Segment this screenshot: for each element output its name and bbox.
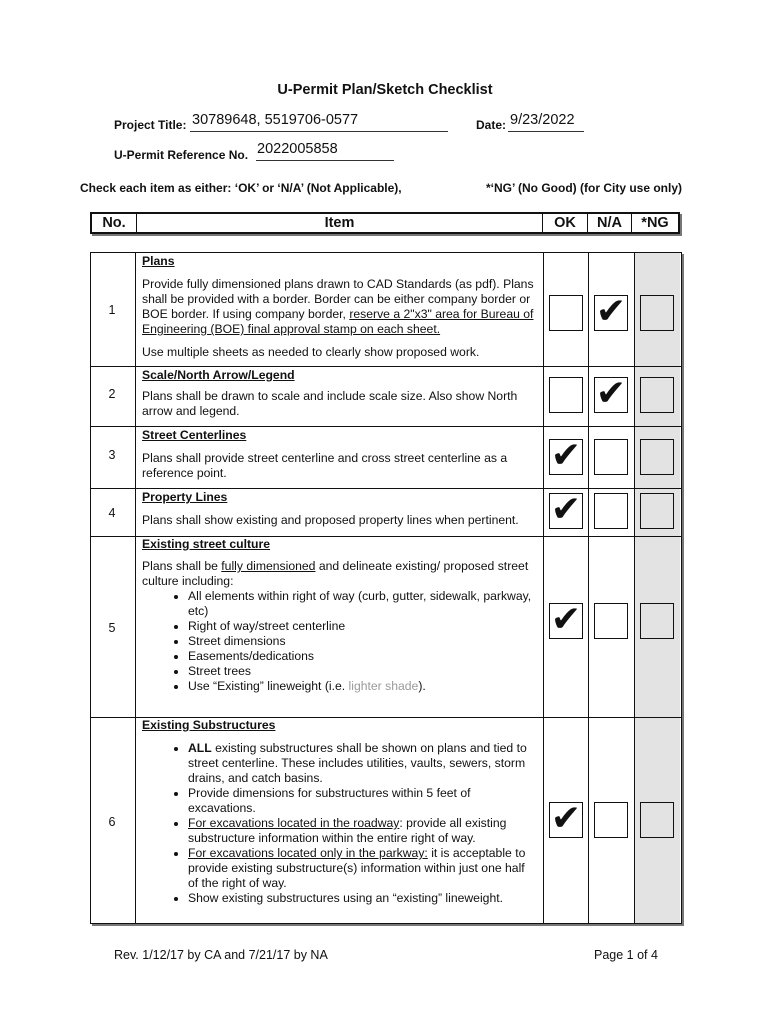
list-item: • All elements within right of way (curb, gutter, sidewalk, parkway, etc) bbox=[188, 589, 538, 619]
ng-checkbox-row-2[interactable] bbox=[640, 377, 674, 413]
check-mark-icon: ✔ bbox=[595, 291, 627, 332]
project-title-label: Project Title: bbox=[114, 118, 187, 132]
item-text: Plans shall show existing and proposed property lines when pertinent. bbox=[142, 513, 519, 527]
list-item: • Street trees bbox=[188, 664, 538, 679]
col-divider bbox=[634, 252, 635, 924]
col-header-na: N/A bbox=[588, 214, 632, 232]
item-text: : provide all existing substructure information within the entire right of way. bbox=[188, 816, 507, 845]
item-text: it is acceptable to provide existing substructure(s) information within just one half of the right of way. bbox=[188, 846, 526, 890]
row-number: 1 bbox=[108, 303, 116, 317]
ok-checkbox-row-6[interactable] bbox=[549, 798, 583, 839]
item-heading: Plans bbox=[142, 254, 175, 268]
na-checkbox-row-4[interactable] bbox=[594, 493, 628, 529]
na-checkbox-row-6[interactable] bbox=[594, 802, 628, 838]
date-value: 9/23/2022 bbox=[510, 112, 575, 128]
item-heading: Property Lines bbox=[142, 490, 228, 504]
ok-checkbox-row-5[interactable] bbox=[549, 599, 583, 640]
item-text-underlined: For excavations located only in the parkway: bbox=[188, 846, 428, 860]
item-heading: Existing street culture bbox=[142, 537, 271, 551]
list-item bbox=[188, 816, 538, 846]
ok-checkbox-row-1[interactable] bbox=[549, 295, 583, 331]
row-number: 3 bbox=[108, 448, 116, 462]
col-divider bbox=[135, 252, 136, 924]
item-text: Provide fully dimensioned plans drawn to CAD Standards (as pdf). Plans shall be provided with a border. Border can be either company border or BOE border. If using company border, bbox=[142, 277, 534, 321]
ng-checkbox-row-3[interactable] bbox=[640, 439, 674, 475]
item-text-light: lighter shade bbox=[348, 679, 419, 693]
na-checkbox-row-1[interactable] bbox=[594, 291, 628, 332]
row-divider bbox=[90, 488, 682, 489]
reference-field[interactable] bbox=[256, 143, 394, 161]
ok-checkbox-row-4[interactable] bbox=[549, 489, 583, 530]
check-mark-icon: ✔ bbox=[595, 373, 627, 414]
item-scale-north-arrow-legend bbox=[142, 368, 538, 419]
row-number: 6 bbox=[108, 815, 116, 829]
ok-checkbox-row-2[interactable] bbox=[549, 377, 583, 413]
instruction-right: *‘NG’ (No Good) (for City use only) bbox=[486, 181, 682, 195]
col-header-ng: *NG bbox=[641, 215, 669, 231]
list-item: • Provide dimensions for substructures within 5 feet of excavations. bbox=[188, 786, 538, 816]
list-item: • Show existing substructures using an “existing” lineweight. bbox=[188, 891, 538, 906]
col-header-ok: OK bbox=[543, 214, 588, 232]
col-header-item: Item bbox=[137, 214, 543, 232]
row-number: 2 bbox=[108, 387, 116, 401]
revision-footer: Rev. 1/12/17 by CA and 7/21/17 by NA bbox=[114, 948, 328, 962]
item-text-underlined: fully dimensioned bbox=[221, 559, 316, 573]
item-heading: Existing Substructures bbox=[142, 718, 276, 732]
project-title-field[interactable] bbox=[190, 114, 448, 132]
list-item: • Easements/dedications bbox=[188, 649, 538, 664]
item-property-lines bbox=[142, 490, 538, 528]
item-text: ). bbox=[418, 679, 426, 693]
na-checkbox-row-2[interactable] bbox=[594, 373, 628, 414]
list-item bbox=[188, 741, 538, 786]
col-divider bbox=[588, 252, 589, 924]
row-divider bbox=[90, 366, 682, 367]
item-text: existing substructures shall be shown on plans and tied to street centerline. These includes utilities, vaults, sewers, storm drains, and catch basins. bbox=[188, 741, 527, 785]
item-existing-street-culture bbox=[142, 537, 538, 694]
list-item: • Right of way/street centerline bbox=[188, 619, 538, 634]
item-text: and delineate existing/ proposed street culture including: bbox=[142, 559, 529, 588]
item-plans bbox=[142, 254, 538, 360]
bullet-list bbox=[142, 741, 538, 906]
date-label: Date: bbox=[476, 118, 507, 132]
ng-checkbox-row-4[interactable] bbox=[640, 493, 674, 529]
row-number: 4 bbox=[108, 506, 116, 520]
check-mark-icon: ✔ bbox=[550, 599, 582, 640]
check-mark-icon: ✔ bbox=[550, 798, 582, 839]
reference-value: 2022005858 bbox=[257, 141, 338, 157]
list-item bbox=[188, 846, 538, 891]
row-number: 5 bbox=[108, 621, 116, 635]
item-text: Plans shall be bbox=[142, 559, 222, 573]
item-text-bold: ALL bbox=[188, 741, 212, 755]
ng-checkbox-row-1[interactable] bbox=[640, 295, 674, 331]
item-street-centerlines bbox=[142, 428, 538, 481]
item-text: Plans shall provide street centerline and cross street centerline as a reference point. bbox=[142, 451, 508, 480]
project-title-value: 30789648, 5519706-0577 bbox=[192, 112, 359, 128]
col-header-no: No. bbox=[92, 214, 137, 232]
reference-label: U-Permit Reference No. bbox=[114, 148, 249, 162]
list-item bbox=[188, 679, 538, 694]
check-mark-icon: ✔ bbox=[550, 435, 582, 476]
ng-checkbox-row-5[interactable] bbox=[640, 603, 674, 639]
item-text: Use multiple sheets as needed to clearly show proposed work. bbox=[142, 345, 480, 359]
row-divider bbox=[90, 426, 682, 427]
item-text: Use “Existing” lineweight (i.e. bbox=[188, 679, 349, 693]
check-mark-icon: ✔ bbox=[550, 489, 582, 530]
instruction-left: Check each item as either: ‘OK’ or ‘N/A’ (Not Applicable), bbox=[80, 181, 402, 195]
ok-checkbox-row-3[interactable] bbox=[549, 435, 583, 476]
item-text: Plans shall be drawn to scale and include scale size. Also show North arrow and legend. bbox=[142, 389, 518, 418]
col-divider bbox=[543, 252, 544, 924]
page-number: Page 1 of 4 bbox=[594, 948, 658, 962]
date-field[interactable] bbox=[508, 114, 584, 132]
item-text-underlined: For excavations located in the roadway bbox=[188, 816, 400, 830]
table-header bbox=[90, 212, 680, 234]
item-heading: Scale/North Arrow/Legend bbox=[142, 368, 295, 382]
na-checkbox-row-3[interactable] bbox=[594, 439, 628, 475]
page-title: U-Permit Plan/Sketch Checklist bbox=[277, 82, 493, 98]
ng-checkbox-row-6[interactable] bbox=[640, 802, 674, 838]
list-item: • Street dimensions bbox=[188, 634, 538, 649]
bullet-list bbox=[142, 589, 538, 694]
item-heading: Street Centerlines bbox=[142, 428, 247, 442]
na-checkbox-row-5[interactable] bbox=[594, 603, 628, 639]
item-text-underlined: reserve a 2"x3" area for Bureau of Engineering (BOE) final approval stamp on each sheet. bbox=[142, 307, 534, 336]
item-existing-substructures bbox=[142, 718, 538, 906]
